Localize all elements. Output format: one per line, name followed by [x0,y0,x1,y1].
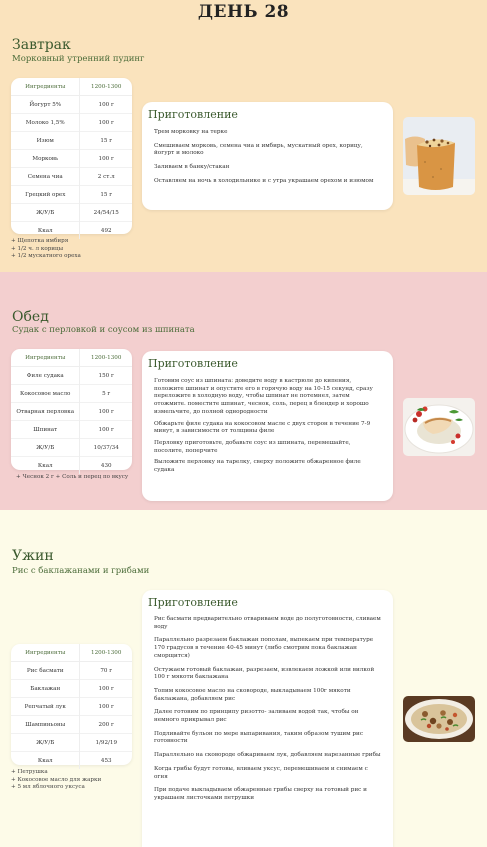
note-item: + Чеснок 2 г + Соль и перец по вкусу [16,474,129,480]
ingredient-amount: 100 г [80,403,132,421]
table-header-row [11,644,132,662]
note-item: + 1/2 мускатного ореха [11,253,81,259]
fish-dish-photo [403,398,475,456]
preparation-step: Перловку приготовьте, добавьте соус из шпината, перемешайте, посолите, поперчите [154,439,351,454]
preparation-step: Готовим соус из шпината: доведите воду в кастрюле до кипения, положите шпинат и опустите его в горячую воду на 10-15 секунд, сразу переложите в холодную воду, чтобы шпинат не потемнел, затем отожмите. поместите шпинат, чеснок, соль, перец в блендер и хорошо измельчите, до полной однородности [154,378,373,415]
ingredient-amount: 100 г [80,150,132,168]
table-row [11,734,132,752]
kcal-label: Ккал [11,222,80,240]
table-row [11,403,132,421]
table-header-cell: 1200-1300 [80,349,132,367]
ingredient-name: Морковь [11,150,80,168]
ingredient-amount: 100 г [80,421,132,439]
table-row [11,150,132,168]
lunch-ingredients-table [11,349,132,474]
dinner-preparation-card [142,590,393,847]
ingredient-amount: 200 г [80,716,132,734]
preparation-step: Топим кокосовое масло на сковороде, выкладываем 100г мякоти баклажана, добавляем рис [154,687,351,702]
note-item: + Петрушка [11,769,48,775]
table-row [11,439,132,457]
preparation-step: Смешиваем морковь, семена чиа и имбирь, мускатный орех, корицу, йогурт и молоко [154,142,363,157]
ingredient-amount: 100 г [80,698,132,716]
ingredient-amount: 15 г [80,132,132,150]
table-header-row [11,78,132,96]
ingredient-amount: 5 г [80,385,132,403]
ingredient-name: Семена чиа [11,168,80,186]
preparation-step: Рис басмати предварительно отвариваем воде до полуготовности, сливаем воду [154,616,381,630]
table-header-cell: 1200-1300 [80,644,132,662]
dinner-section [0,510,487,847]
preparation-step: При подаче выкладываем обжаренные грибы сверху на готовый рис и украшаем листочками петрушки [154,787,367,801]
dinner-dish-name: Рис с баклажанами и грибами [12,566,150,576]
kcal-label: Ккал [11,752,80,770]
ingredient-amount: 70 г [80,662,132,680]
note-item: + 5 мл яблочного уксуса [11,784,85,790]
ingredient-name: Отварная перловка [11,403,80,421]
ingredient-name: Молоко 1,5% [11,114,80,132]
preparation-steps [154,378,381,475]
breakfast-title: Завтрак [12,37,71,53]
preparation-title: Приготовление [148,108,238,121]
table-row [11,421,132,439]
table-row [11,752,132,770]
kcal-value: 430 [80,457,132,475]
breakfast-ingredients-card [11,78,132,234]
table-row [11,96,132,114]
table-row [11,168,132,186]
preparation-step: Оставляем на ночь в холодильнике и с утра украшаем орехом и изюмом [154,177,374,184]
table-header-cell: 1200-1300 [80,78,132,96]
preparation-step: Выложите перловку на тарелку, сверху положите обжаренное филе судака [154,459,361,474]
ingredient-name: Шампиньоны [11,716,80,734]
preparation-step: Остужаем готовый баклажан, разрезаем, извлекаем ложкой или вилкой 100 г мякоти баклажана [154,666,375,681]
breakfast-notes [11,238,81,261]
rice-dish-photo [403,696,475,742]
preparation-step: Трем морковку на терке [154,129,228,135]
note-item: + Кокосовое масло для жарки [11,776,102,783]
macros-label: Ж/У/Б [11,734,80,752]
table-row [11,662,132,680]
macros-value: 24/54/15 [80,204,132,222]
preparation-step: Заливаем в банку/стакан [154,164,230,171]
macros-value: 1/92/19 [80,734,132,752]
preparation-steps [154,616,381,803]
table-row [11,680,132,698]
pudding-photo [403,117,475,195]
dinner-ingredients-table [11,644,132,769]
breakfast-ingredients-table [11,78,132,239]
preparation-steps [154,129,381,186]
lunch-dish-name: Судак с перловкой и соусом из шпината [12,325,195,335]
macros-value: 10/37/34 [80,439,132,457]
preparation-step: Когда грибы будут готовы, вливаем уксус, перемешиваем и снимаем с огня [154,765,368,780]
table-row [11,698,132,716]
table-row [11,457,132,475]
ingredient-name: Грецкий орех [11,186,80,204]
table-row [11,716,132,734]
preparation-step: Параллельно на сковороде обжариваем лук, добавляем нарезанные грибы [154,752,381,759]
kcal-value: 492 [80,222,132,240]
table-row [11,222,132,240]
ingredient-name: Кокосовое масло [11,385,80,403]
table-header-row [11,349,132,367]
dinner-notes [11,769,101,792]
table-row [11,132,132,150]
lunch-ingredients-card [11,349,132,470]
table-header-cell: Ингредиенты [11,644,80,662]
breakfast-dish-name: Морковный утренний пудинг [12,54,145,64]
ingredient-amount: 100 г [80,96,132,114]
breakfast-section [0,0,487,272]
ingredient-amount: 150 г [80,367,132,385]
lunch-section [0,272,487,510]
preparation-title: Приготовление [148,357,238,370]
dinner-ingredients-card [11,644,132,765]
table-row [11,367,132,385]
macros-label: Ж/У/Б [11,204,80,222]
dinner-title: Ужин [12,548,54,564]
kcal-value: 453 [80,752,132,770]
ingredient-name: Филе судака [11,367,80,385]
preparation-step: Подливайте бульон по мере выпаривания, таким образом тушим рис готовности [154,730,364,745]
preparation-step: Далее готовим по принципу ризотто- заливаем водой так, чтобы он немного прикрывал рис [154,709,359,724]
preparation-step: Обжарьте филе судака на кокосовом масле с двух сторон в течение 7-9 минут, в зависимости от толщины филе [154,420,371,435]
lunch-notes [16,474,128,482]
preparation-step: Параллельно разрезаем баклажан пополам, выпекаем при температуре 170 градусов в течение 40-45 минут (либо смотрим пока баклажан сморщится) [154,637,374,659]
ingredient-name: Репчатый лук [11,698,80,716]
ingredient-amount: 100 г [80,114,132,132]
kcal-label: Ккал [11,457,80,475]
table-header-cell: Ингредиенты [11,78,80,96]
table-row [11,114,132,132]
lunch-title: Обед [12,309,49,325]
preparation-title: Приготовление [148,596,238,609]
ingredient-name: Йогурт 5% [11,96,80,114]
ingredient-name: Изюм [11,132,80,150]
ingredient-name: Рис басмати [11,662,80,680]
ingredient-amount: 100 г [80,680,132,698]
note-item: + 1/2 ч. л корицы [11,245,64,252]
ingredient-amount: 15 г [80,186,132,204]
ingredient-name: Шпинат [11,421,80,439]
macros-label: Ж/У/Б [11,439,80,457]
ingredient-amount: 2 ст.л [80,168,132,186]
table-row [11,186,132,204]
table-header-cell: Ингредиенты [11,349,80,367]
table-row [11,204,132,222]
table-row [11,385,132,403]
ingredient-name: Баклажан [11,680,80,698]
lunch-preparation-card [142,351,393,501]
note-item: + Щепотка имбиря [11,238,69,244]
day-title: ДЕНЬ 28 [197,2,290,22]
breakfast-preparation-card [142,102,393,210]
